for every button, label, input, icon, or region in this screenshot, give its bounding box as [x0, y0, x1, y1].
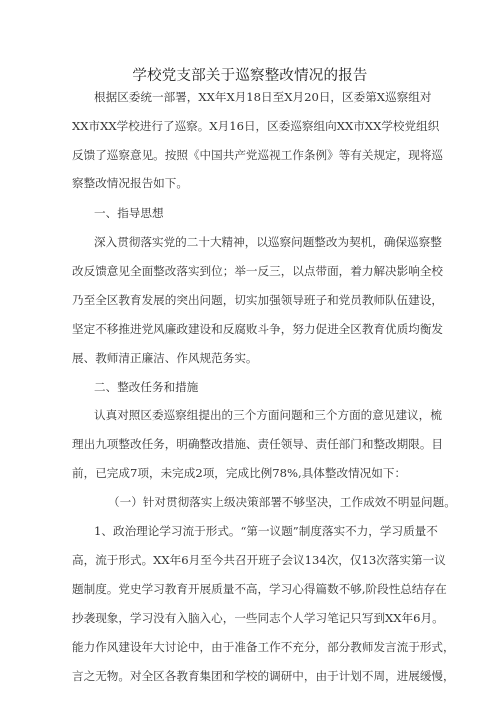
- body-line: 理出九项整改任务，明确整改措施、责任领导、责任部门和整改期限。目: [72, 437, 444, 451]
- body-line: XX市XX学校进行了巡察。X月16日，区委巡察组向XX市XX学校党组织: [72, 119, 440, 133]
- body-line: 根据区委统一部署，XX年X月18日至X月20日，区委第X巡察组对: [94, 90, 432, 104]
- body-line: 题制度。党史学习教育开展质量不高，学习心得篇数不够,阶段性总结存在: [72, 582, 447, 596]
- body-line: 深入贯彻落实党的二十大精神，以巡察问题整改为契机，确保巡察整: [94, 235, 442, 249]
- body-line: 反馈了巡察意见。按照《中国共产党巡视工作条例》等有关规定，现将巡: [72, 148, 444, 162]
- body-line: 前，已完成7项，未完成2项，完成比例78%,具体整改情况如下：: [72, 466, 407, 480]
- subsection-heading: （一）针对贯彻落实上级决策部署不够坚决，工作成效不明显问题。: [108, 495, 456, 509]
- body-line: 抄袭现象，学习没有入脑入心，一些同志个人学习笔记只写到XX年6月。: [72, 611, 444, 625]
- section-heading: 一、指导思想: [94, 206, 164, 220]
- body-line: 坚定不移推进党风廉政建设和反腐败斗争，努力促进全区教育优质均衡发: [72, 322, 444, 336]
- body-line: 展、教师清正廉洁、作风规范务实。: [72, 351, 258, 365]
- body-line: 认真对照区委巡察组提出的三个方面问题和三个方面的意见建议，梳: [94, 408, 442, 422]
- body-line: 乃至全区教育发展的突出问题，切实加强领导班子和党员教师队伍建设，: [72, 293, 444, 307]
- body-line: 1、政治理论学习流于形式。“第一议题”制度落实不力，学习质量不: [94, 524, 438, 538]
- section-heading: 二、整改任务和措施: [94, 380, 199, 394]
- body-line: 能力作风建设年大讨论中，由于准备工作不充分，部分教师发言流于形式，: [72, 640, 455, 654]
- body-line: 言之无物。对全区各教育集团和学校的调研中，由于计划不周，进展缓慢，: [72, 669, 455, 683]
- body-line: 察整改情况报告如下。: [72, 176, 188, 190]
- body-line: 改反馈意见全面整改落实到位；举一反三，以点带面，着力解决影响全校: [72, 264, 444, 278]
- document-title: 学校党支部关于巡察整改情况的报告: [132, 68, 368, 84]
- body-line: 高，流于形式。XX年6月至今共召开班子会议134次，仅13次落实第一议: [72, 553, 446, 567]
